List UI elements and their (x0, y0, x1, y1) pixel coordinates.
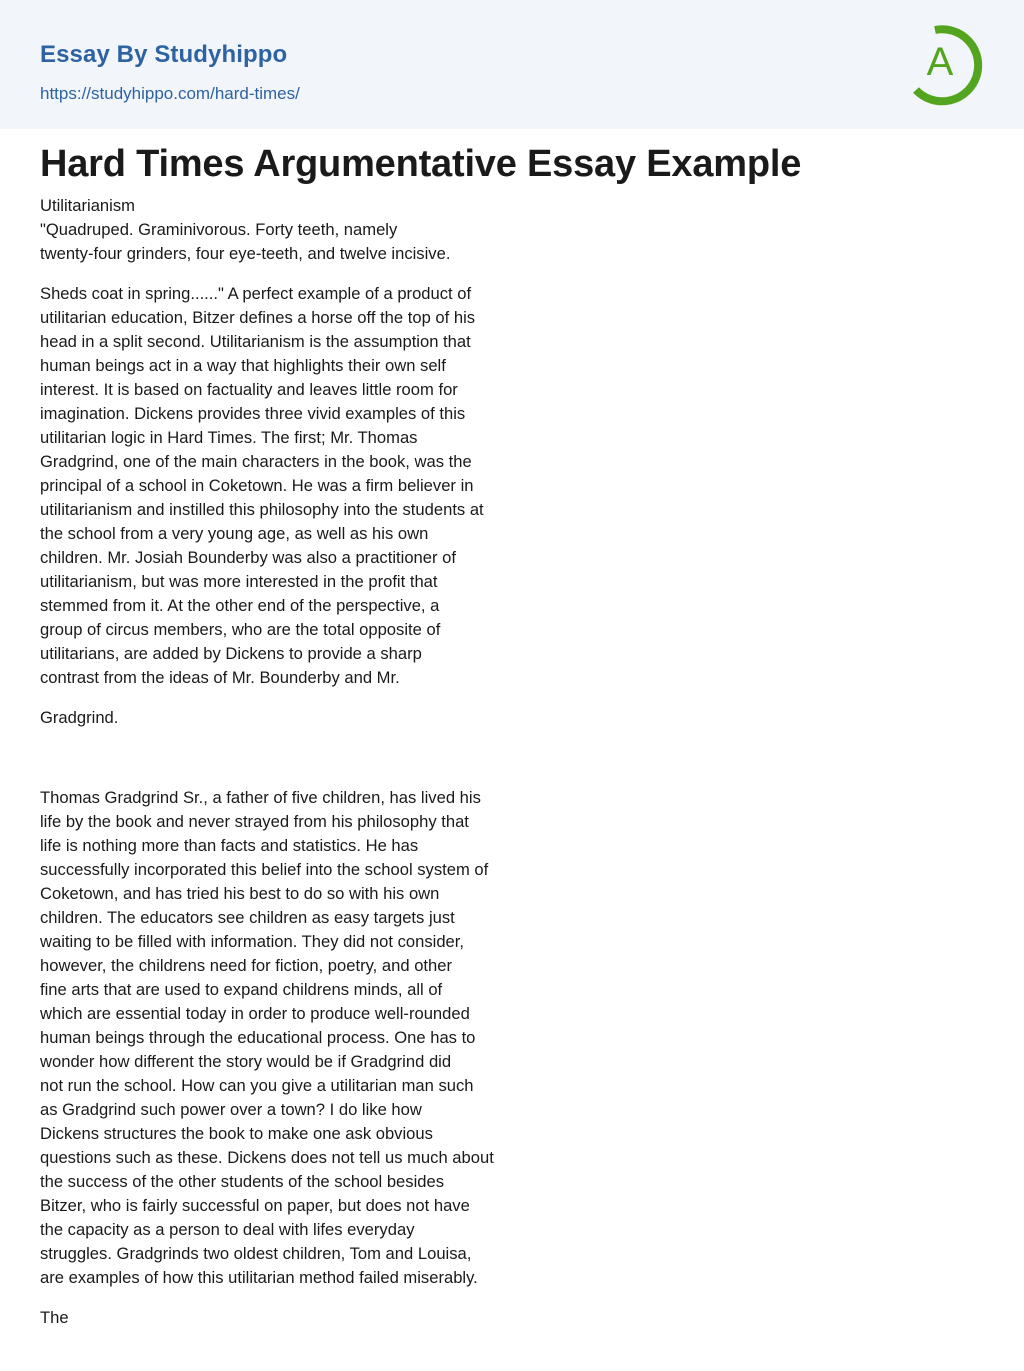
essay-line: human beings through the educational process. One has to (40, 1028, 476, 1047)
essay-line: contrast from the ideas of Mr. Bounderby and Mr. (40, 668, 400, 687)
studyhippo-logo-icon[interactable] (912, 18, 988, 106)
essay-line: human beings act in a way that highlights their own self (40, 356, 446, 375)
essay-line: Dickens structures the book to make one ask obvious (40, 1124, 433, 1143)
essay-line: utilitarianism, but was more interested in the profit that (40, 572, 438, 591)
essay-line: interest. It is based on factuality and leaves little room for (40, 380, 458, 399)
essay-line: the capacity as a person to deal with lifes everyday (40, 1220, 415, 1239)
essay-line: the school from a very young age, as well as his own (40, 524, 429, 543)
essay-line: head in a split second. Utilitarianism is the assumption that (40, 332, 471, 351)
essay-line: principal of a school in Coketown. He was a firm believer in (40, 476, 474, 495)
essay-paragraph-5 (40, 1306, 560, 1330)
logo-letter: A (926, 40, 954, 84)
essay-paragraph-4 (40, 786, 560, 1290)
essay-line: stemmed from it. At the other end of the perspective, a (40, 596, 440, 615)
essay-line: "Quadruped. Graminivorous. Forty teeth, namely (40, 220, 398, 239)
essay-line: The (40, 1308, 69, 1327)
essay-line: children. The educators see children as easy targets just (40, 908, 455, 927)
essay-line: struggles. Gradgrinds two oldest children, Tom and Louisa, (40, 1244, 472, 1263)
source-url-link[interactable]: https://studyhippo.com/hard-times/ (40, 84, 300, 103)
essay-line: utilitarianism and instilled this philosophy into the students at (40, 500, 484, 519)
essay-line: life by the book and never strayed from his philosophy that (40, 812, 469, 831)
essay-line: twenty-four grinders, four eye-teeth, and twelve incisive. (40, 244, 451, 263)
essay-paragraph-3 (40, 706, 560, 730)
essay-line: as Gradgrind such power over a town? I do like how (40, 1100, 422, 1119)
essay-line: fine arts that are used to expand childrens minds, all of (40, 980, 443, 999)
paragraph-spacer (40, 746, 560, 786)
essay-line: utilitarians, are added by Dickens to provide a sharp (40, 644, 422, 663)
essay-line: Thomas Gradgrind Sr., a father of five children, has lived his (40, 788, 481, 807)
essay-line: wonder how different the story would be if Gradgrind did (40, 1052, 452, 1071)
site-header (0, 0, 1024, 129)
essay-line: questions such as these. Dickens does not tell us much about (40, 1148, 494, 1167)
essay-line: utilitarian education, Bitzer defines a horse off the top of his (40, 308, 476, 327)
essay-line: which are essential today in order to produce well-rounded (40, 1004, 470, 1023)
brand-title[interactable]: Essay By Studyhippo (40, 41, 288, 68)
page-title: Hard Times Argumentative Essay Example (40, 143, 802, 185)
essay-paragraph-1 (40, 194, 560, 266)
essay-line: Bitzer, who is fairly successful on paper, but does not have (40, 1196, 470, 1215)
essay-line: waiting to be filled with information. They did not consider, (40, 932, 464, 951)
essay-line: imagination. Dickens provides three vivid examples of this (40, 404, 466, 423)
essay-line: utilitarian logic in Hard Times. The first; Mr. Thomas (40, 428, 418, 447)
essay-line: however, the childrens need for fiction, poetry, and other (40, 956, 453, 975)
essay-line: Sheds coat in spring......" A perfect example of a product of (40, 284, 472, 303)
essay-line: the success of the other students of the school besides (40, 1172, 445, 1191)
essay-body (40, 194, 560, 1346)
essay-line: life is nothing more than facts and statistics. He has (40, 836, 419, 855)
essay-paragraph-2 (40, 282, 560, 690)
essay-line: are examples of how this utilitarian method failed miserably. (40, 1268, 478, 1287)
essay-line: group of circus members, who are the total opposite of (40, 620, 441, 639)
essay-line: children. Mr. Josiah Bounderby was also a practitioner of (40, 548, 456, 567)
essay-line: Gradgrind. (40, 708, 119, 727)
essay-line: Coketown, and has tried his best to do so with his own (40, 884, 440, 903)
essay-line: Utilitarianism (40, 196, 135, 215)
essay-line: not run the school. How can you give a utilitarian man such (40, 1076, 474, 1095)
essay-line: Gradgrind, one of the main characters in the book, was the (40, 452, 472, 471)
essay-line: successfully incorporated this belief into the school system of (40, 860, 489, 879)
